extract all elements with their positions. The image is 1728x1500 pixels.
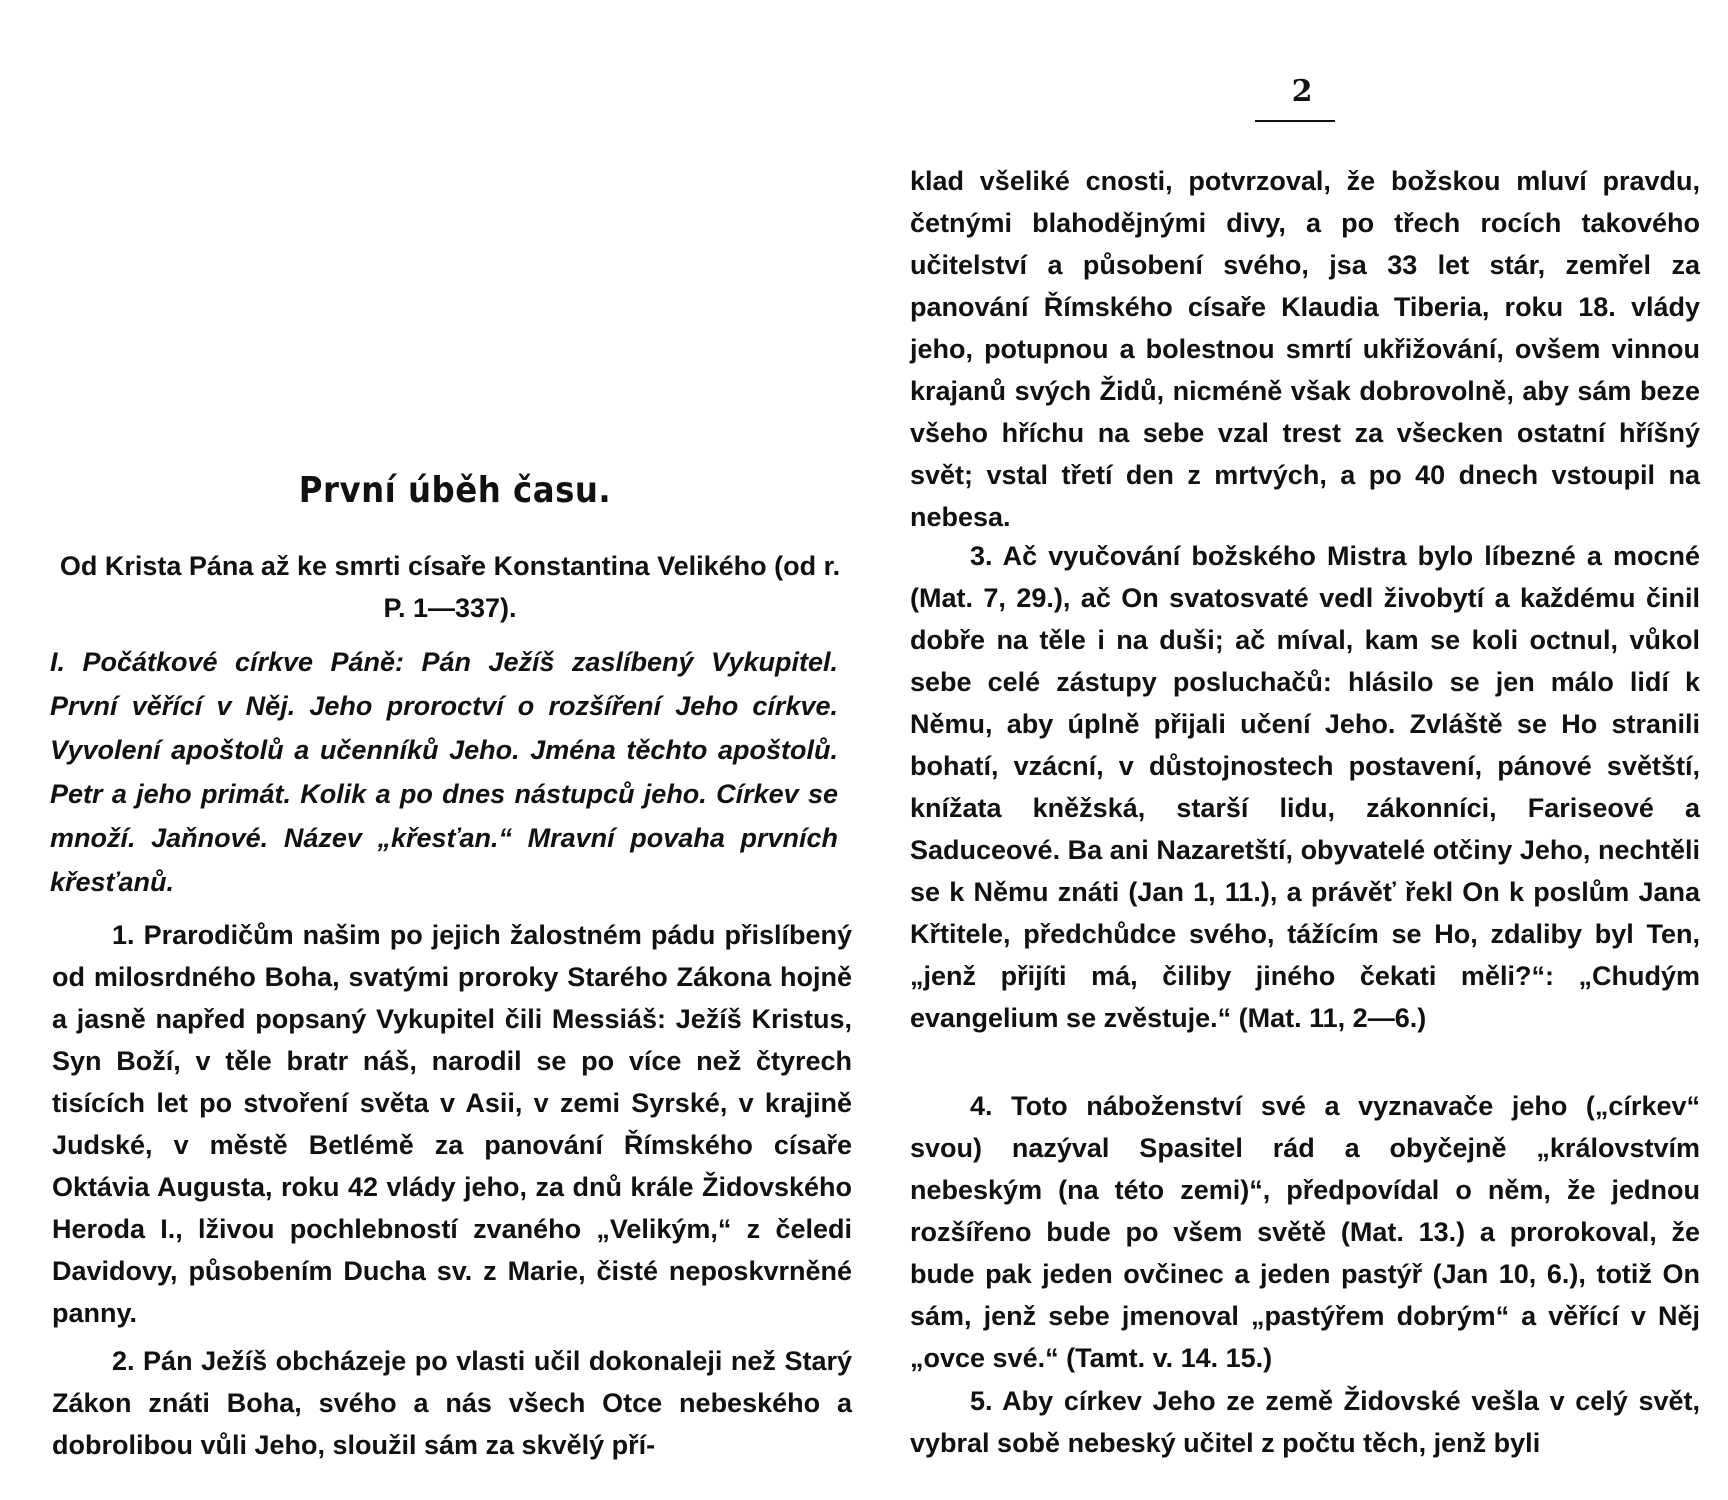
paragraph-5: 5. Aby církev Jeho ze země Židovské vešla v celý svět, vybral sobě nebeský učitel z počtu těch, jenž byli (910, 1386, 1700, 1458)
section-summary: I. Počátkové církve Páně: Pán Ježíš zaslíbený Vykupitel. První věřící v Něj. Jeho proroctví o rozšíření Jeho církve. Vyvolení apoštolů a učenníků Jeho. Jména těchto apoštolů. Petr a jeho primát. Kolik a po dnes nástupců jeho. Církev se množí. Jaňnové. Název „křesťan.“ Mravní povaha prvních křesťanů. (50, 647, 838, 897)
page-number-rule (1255, 120, 1335, 122)
paragraph-2: 2. Pán Ježíš obcházeje po vlasti učil dokonaleji než Starý Zákon znáti Boha, svého a nás všech Otce nebeského a dobrolibou vůli Jeho, sloužil sám za skvělý pří- (52, 1346, 852, 1460)
paragraph-2-continuation: klad všeliké cnosti, potvrzoval, že božskou mluví pravdu, četnými blahodějnými divy, a po třech rocích takového učitelství a působení svého, jsa 33 let stár, zemřel za panování Římského císaře Klaudia Tiberia, roku 18. vlády jeho, potupnou a bolestnou smrtí ukřižování, ovšem vinnou krajanů svých Židů, nicméně však dobrovolně, aby sám beze všeho hříchu na sebe vzal trest za všecken ostatní hříšný svět; vstal třetí den z mrtvých, a po 40 dnech vstoupil na nebesa. (910, 166, 1700, 532)
paragraph-1: 1. Prarodičům našim po jejich žalostném pádu přislíbený od milosrdného Boha, svatými proroky Starého Zákona hojně a jasně napřed popsaný Vykupitel čili Messiáš: Ježíš Kristus, Syn Boží, v těle bratr náš, narodil se po více než čtyrech tisících let po stvoření světa v Asii, v zemi Syrské, v krajině Judské, v městě Betlémě za panování Římského císaře Oktávia Augusta, roku 42 vlády jeho, za dnů krále Židovského Heroda I., lživou pochlebností zvaného „Velikým,“ z čeledi Davidovy, působením Ducha sv. z Marie, čisté neposkvrněné panny. (52, 920, 852, 1328)
paragraph-4: 4. Toto náboženství své a vyznavače jeho („církev“ svou) nazýval Spasitel rád a obyčejně „královstvím nebeským (na této zemi)“, předpovídal o něm, že jednou rozšířeno bude po všem světě (Mat. 13.) a prorokoval, že bude pak jeden ovčinec a jeden pastýř (Jan 10, 6.), totiž On sám, jenž sebe jmenoval „pastýřem dobrým“ a věřící v Něj „ovce své.“ (Tamt. v. 14. 15.) (910, 1091, 1700, 1373)
chapter-title: První úběh času. (298, 470, 612, 511)
page-number: 2 (1291, 74, 1313, 109)
chapter-subtitle: Od Krista Pána až ke smrti císaře Konstantina Velikého (od r. P. 1—337). (59, 551, 841, 623)
paragraph-3: 3. Ač vyučování božského Mistra bylo líbezné a mocné (Mat. 7, 29.), ač On svatosvaté vedl živobytí a každému činil dobře na těle i na duši; ač míval, kam se koli octnul, vůkol sebe celé zástupy posluchačů: hlásilo se jen málo lidí k Němu, aby úplně přijali učení Jeho. Zvláště se Ho stranili bohatí, vzácní, v důstojnostech postavení, pánové světští, knížata kněžská, starší lidu, zákonníci, Fariseové a Saduceové. Ba ani Nazaretští, obyvatelé otčiny Jeho, nechtěli se k Němu znáti (Jan 1, 11.), a právěť řekl On k poslům Jana Křtitele, předchůdce svého, tážícím se Ho, zdaliby byl Ten, „jenž přijíti má, čiliby jiného čekati měli?“: „Chudým evangelium se zvěstuje.“ (Mat. 11, 2—6.) (910, 541, 1700, 1033)
